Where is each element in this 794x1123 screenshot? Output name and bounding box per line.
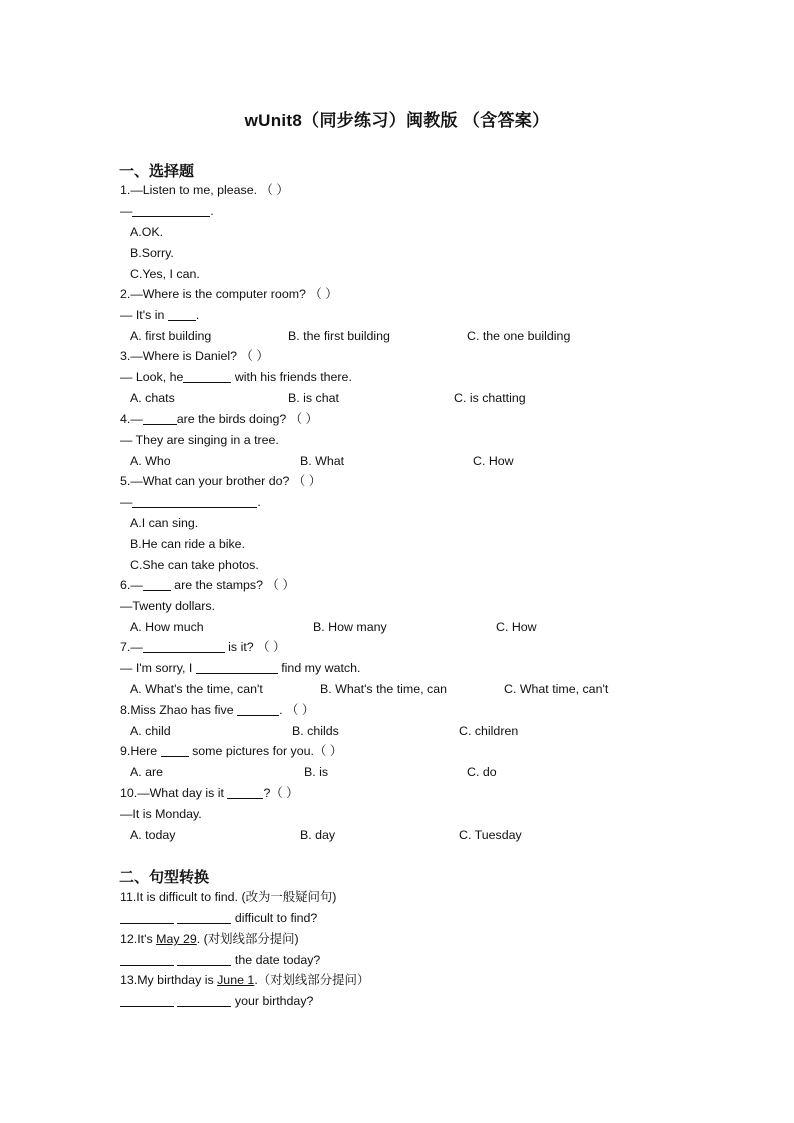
answer-blank: [143, 412, 177, 425]
answer-blank: [143, 578, 171, 591]
answer-blank: [196, 661, 278, 674]
question-4-line: — They are singing in a tree.: [120, 433, 279, 447]
question-7: 7.— is it? （ ）: [120, 640, 286, 654]
answer-blank: [177, 953, 231, 966]
answer-blank: [227, 786, 263, 799]
option: C. the one building: [467, 329, 571, 343]
option: B. the first building: [288, 329, 390, 343]
answer-blank: [161, 744, 189, 757]
question-3: 3.—Where is Daniel? （ ）: [120, 349, 269, 363]
answer-blank: [120, 994, 174, 1007]
option: C. How: [496, 620, 537, 634]
question-11-answer-line: difficult to find?: [120, 910, 317, 926]
answer-blank: [132, 495, 257, 508]
underlined-phrase: June 1: [217, 973, 255, 987]
option: A. Who: [130, 454, 171, 468]
section-heading-transform: 二、句型转换: [119, 869, 210, 886]
answer-blank: [177, 911, 231, 924]
question-5-answer-line: — .: [120, 495, 261, 509]
question-12: 12.It's May 29. (对划线部分提问): [120, 932, 299, 946]
option: A. How much: [130, 620, 204, 634]
option: C. Tuesday: [459, 828, 522, 842]
option: C. How: [473, 454, 514, 468]
question-7-line: — I'm sorry, I find my watch.: [120, 661, 361, 675]
option: A.I can sing.: [130, 516, 199, 530]
option: B. How many: [313, 620, 387, 634]
question-1-answer-line: — .: [120, 204, 214, 218]
option: B. is: [304, 765, 329, 779]
question-3-line: — Look, he with his friends there.: [120, 370, 352, 384]
question-5: 5.—What can your brother do? （ ）: [120, 474, 322, 488]
underlined-phrase: May 29: [156, 932, 197, 946]
option: A. first building: [130, 329, 212, 343]
answer-blank: [177, 994, 231, 1007]
option: C. is chatting: [454, 391, 526, 405]
option: A. What's the time, can't: [130, 682, 263, 696]
question-13-answer-line: your birthday?: [120, 993, 313, 1009]
answer-blank: [168, 308, 196, 321]
option: B.Sorry.: [130, 246, 174, 260]
answer-blank: [143, 640, 225, 653]
question-13: 13.My birthday is June 1.（对划线部分提问）: [120, 973, 370, 987]
question-11: 11.It is difficult to find. (改为一般疑问句): [120, 890, 337, 904]
question-6-line: —Twenty dollars.: [120, 599, 216, 613]
answer-blank: [120, 953, 174, 966]
option: A. today: [130, 828, 176, 842]
question-12-answer-line: the date today?: [120, 952, 320, 968]
question-2-line: — It's in .: [120, 308, 200, 322]
option: A.OK.: [130, 225, 164, 239]
question-9: 9.Here some pictures for you.（ ）: [120, 744, 343, 758]
question-2: 2.—Where is the computer room? （ ）: [120, 287, 338, 301]
document-title: wUnit8（同步练习）闽教版 （含答案）: [244, 111, 550, 130]
question-6: 6.— are the stamps? （ ）: [120, 578, 295, 592]
question-10: 10.—What day is it ?（ ）: [120, 786, 299, 800]
option: B. day: [300, 828, 336, 842]
option: C. children: [459, 724, 519, 738]
option: A. chats: [130, 391, 175, 405]
answer-blank: [120, 911, 174, 924]
option: A. child: [130, 724, 171, 738]
section-heading-choice: 一、选择题: [119, 163, 195, 180]
option: C.Yes, I can.: [130, 267, 200, 281]
option: B. childs: [292, 724, 339, 738]
option: B. What: [300, 454, 345, 468]
question-1: 1.—Listen to me, please. （ ）: [120, 183, 289, 197]
question-10-line: —It is Monday.: [120, 807, 202, 821]
option: B. What's the time, can: [320, 682, 448, 696]
question-4: 4.— are the birds doing? （ ）: [120, 412, 318, 426]
option: B.He can ride a bike.: [130, 537, 246, 551]
option: C.She can take photos.: [130, 558, 259, 572]
option: B. is chat: [288, 391, 339, 405]
option: A. are: [130, 765, 164, 779]
option: C. What time, can't: [504, 682, 609, 696]
option: C. do: [467, 765, 497, 779]
answer-blank: [183, 370, 231, 383]
answer-blank: [237, 703, 279, 716]
answer-blank: [132, 204, 210, 217]
question-8: 8.Miss Zhao has five . （ ）: [120, 703, 315, 717]
